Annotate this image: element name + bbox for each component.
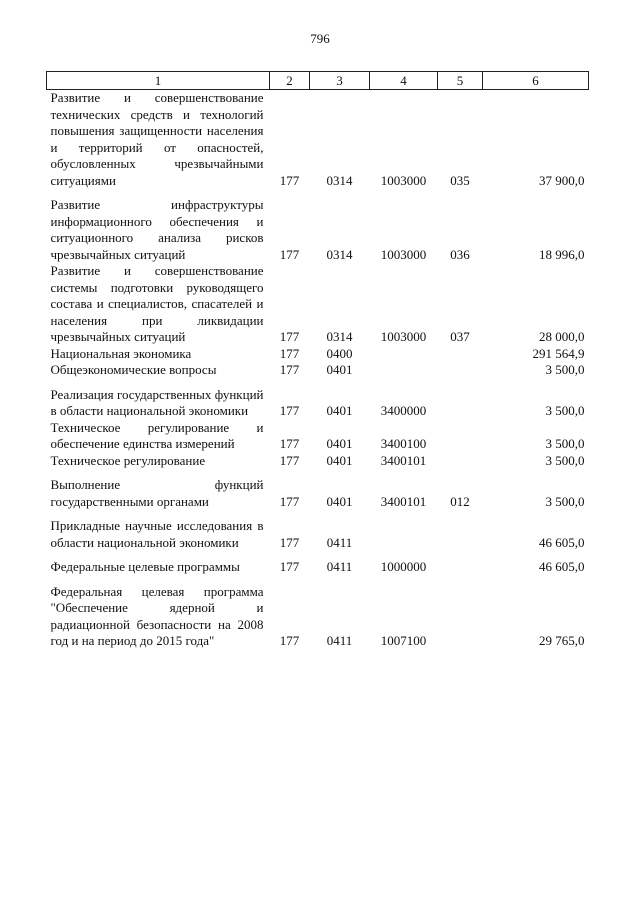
row-col5: 035 [450, 172, 470, 188]
row-col4: 3400000 [380, 403, 427, 418]
table-row [47, 263, 589, 346]
table-row [47, 362, 589, 379]
row-col5: 012 [450, 493, 470, 509]
row-col5: 036 [450, 246, 470, 262]
row-amount: 29 765,0 [539, 633, 585, 648]
row-col3: 0314 [326, 246, 353, 262]
table-row [47, 469, 589, 510]
row-col5: 037 [450, 329, 470, 344]
row-col4 [370, 346, 438, 363]
row-col3: 0401 [326, 436, 353, 451]
row-col2: 177 [279, 559, 300, 574]
row-col3: 0400 [326, 345, 353, 361]
row-amount: 46 605,0 [539, 559, 585, 574]
column-header: 2 [270, 72, 310, 90]
row-name: Техническое регулирование [50, 452, 206, 468]
table-row [47, 510, 589, 551]
row-col2: 177 [279, 172, 300, 188]
row-col2: 177 [279, 246, 300, 262]
row-name: Прикладные научные исследования в области национальной экономики [50, 518, 264, 550]
row-col5 [438, 362, 483, 379]
column-header: 3 [310, 72, 370, 90]
row-col4: 1007100 [380, 633, 427, 648]
row-col3: 0411 [326, 559, 353, 574]
table-row [47, 346, 589, 363]
row-col4: 3400100 [380, 436, 427, 451]
row-name: Национальная экономика [50, 345, 192, 361]
row-amount: 3 500,0 [545, 362, 585, 377]
row-name: Техническое регулирование и обеспечение единства измерений [50, 419, 264, 451]
row-amount: 46 605,0 [539, 534, 585, 550]
row-col2: 177 [279, 345, 300, 361]
row-amount: 28 000,0 [539, 329, 585, 344]
row-col2: 177 [279, 534, 300, 550]
row-col2: 177 [279, 436, 300, 451]
row-col2: 177 [279, 329, 300, 344]
row-col2: 177 [279, 633, 300, 648]
row-col5 [438, 551, 483, 576]
row-amount: 3 500,0 [545, 403, 585, 418]
table-row [47, 420, 589, 453]
row-name: Развитие инфраструктуры информационного обеспечения и ситуационного анализа рисков чрезвычайных ситуаций [50, 197, 264, 262]
row-name: Развитие и совершенствование системы подготовки руководящего состава и специалистов, спасателей и населения при ликвидации чрезвычайных ситуаций [50, 263, 264, 344]
row-col5 [438, 379, 483, 420]
column-header: 6 [483, 72, 589, 90]
row-col5 [438, 346, 483, 363]
column-header: 5 [438, 72, 483, 90]
row-col5 [438, 510, 483, 551]
row-col4 [370, 362, 438, 379]
row-col2: 177 [279, 452, 300, 468]
row-col3: 0401 [326, 403, 353, 418]
row-col4: 1000000 [380, 559, 427, 574]
row-col4: 3400101 [380, 452, 427, 468]
row-col4: 1003000 [380, 172, 427, 188]
row-col4: 1003000 [380, 329, 427, 344]
table-row [47, 90, 589, 190]
row-amount: 3 500,0 [545, 493, 585, 509]
table-row [47, 551, 589, 576]
row-amount: 37 900,0 [539, 172, 585, 188]
row-col3: 0314 [326, 329, 353, 344]
table-header-row [47, 72, 589, 90]
column-header: 1 [47, 72, 270, 90]
row-col3: 0411 [326, 633, 353, 648]
table-row [47, 576, 589, 650]
row-col4 [370, 510, 438, 551]
row-name: Выполнение функций государственными органами [50, 477, 264, 509]
row-col4: 3400101 [380, 493, 427, 509]
row-col5 [438, 453, 483, 470]
page-number: 796 [310, 31, 330, 46]
row-amount: 3 500,0 [545, 436, 585, 451]
row-col4: 1003000 [380, 246, 427, 262]
row-name: Развитие и совершенствование технических средств и технологий повышения защищенности населения и территорий от опасностей, обусловленных чрезвычайными ситуациями [50, 90, 264, 188]
budget-table [46, 71, 589, 650]
row-name: Реализация государственных функций в области национальной экономики [50, 386, 264, 418]
table-row [47, 189, 589, 263]
row-col3: 0401 [326, 362, 353, 377]
row-col5 [438, 576, 483, 650]
row-amount: 291 564,9 [532, 345, 585, 361]
column-header: 4 [370, 72, 438, 90]
table-row [47, 379, 589, 420]
row-col5 [438, 420, 483, 453]
row-col2: 177 [279, 493, 300, 509]
row-name: Федеральная целевая программа "Обеспечение ядерной и радиационной безопасности на 2008 год и на период до 2015 года" [50, 583, 264, 648]
row-col3: 0314 [326, 172, 353, 188]
row-name: Федеральные целевые программы [50, 559, 240, 574]
row-amount: 3 500,0 [545, 452, 585, 468]
row-name: Общеэкономические вопросы [50, 362, 217, 377]
row-col3: 0401 [326, 452, 353, 468]
table-row [47, 453, 589, 470]
row-col2: 177 [279, 403, 300, 418]
row-amount: 18 996,0 [539, 246, 585, 262]
row-col3: 0411 [326, 534, 353, 550]
row-col3: 0401 [326, 493, 353, 509]
row-col2: 177 [279, 362, 300, 377]
